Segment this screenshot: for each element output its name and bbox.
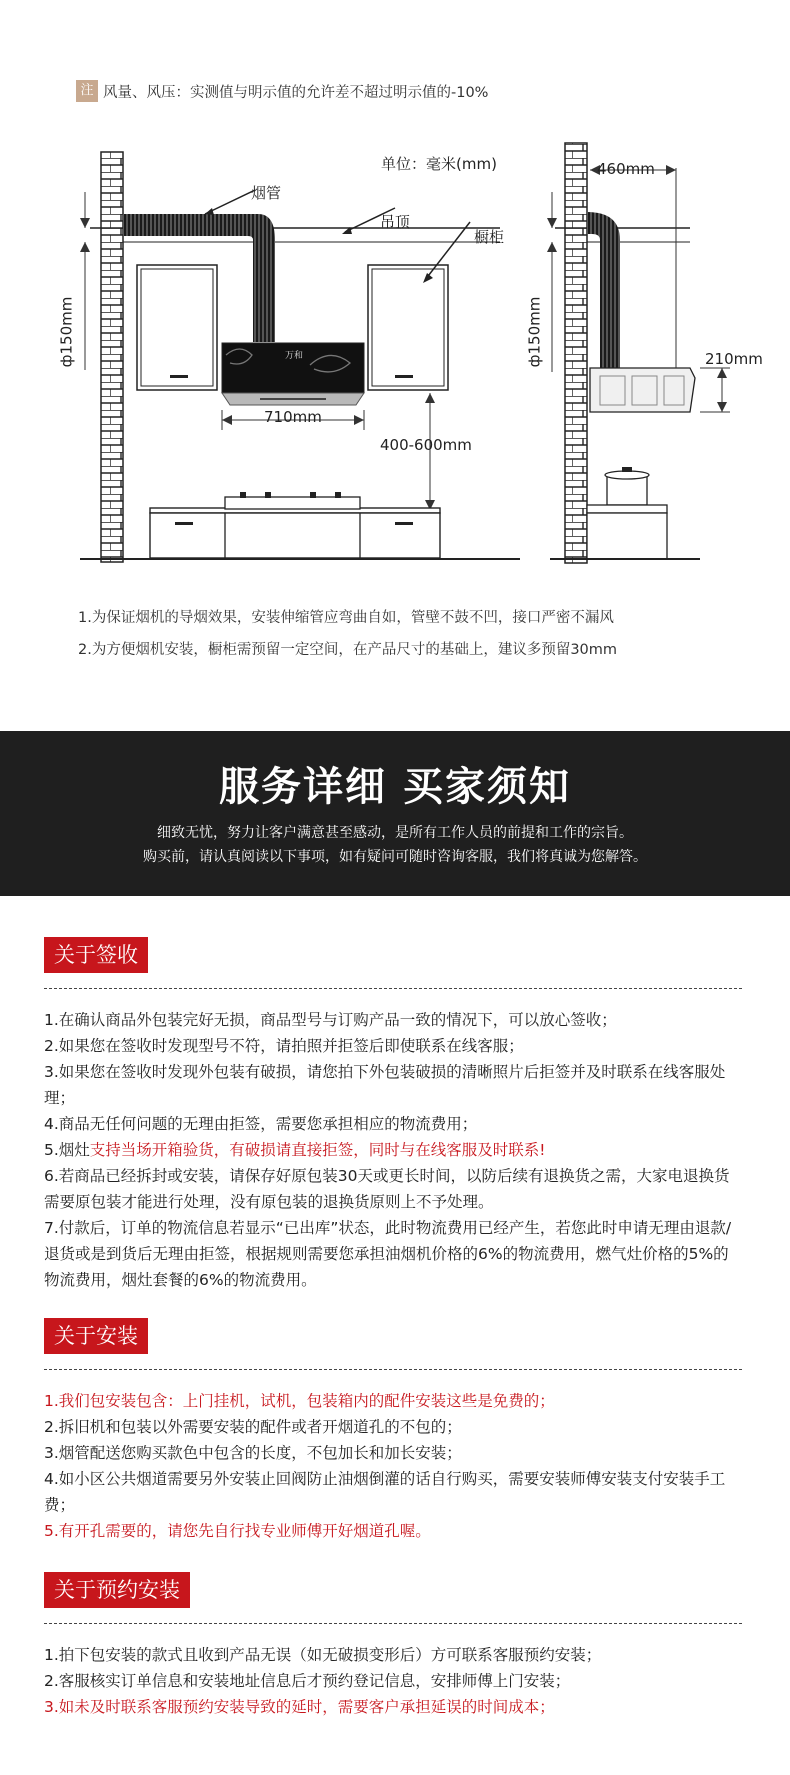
sign-section: [44, 937, 744, 1293]
sign-item-5-prefix: 5.烟灶: [44, 1141, 90, 1159]
appointment-item-2: 2.客服核实订单信息和安装地址信息后才预约登记信息，安排师傅上门安装；: [44, 1672, 571, 1690]
spec-note: [76, 78, 488, 104]
appointment-divider: [44, 1623, 742, 1624]
installation-tips: [78, 602, 617, 666]
appointment-list: [44, 1642, 744, 1720]
note-text: 风量、风压：实测值与明示值的允许差不超过明示值的-10%: [103, 84, 489, 101]
installation-diagram: [0, 130, 790, 570]
left-wall-cabinet: [137, 265, 217, 390]
sign-item-5: [44, 1137, 744, 1163]
install-section: [44, 1318, 744, 1544]
sign-list: [44, 1007, 744, 1293]
cabinet-label: 橱柜: [474, 228, 505, 246]
install-item-2: 2.拆旧机和包装以外需要安装的配件或者开烟道孔的不包的；: [44, 1418, 462, 1436]
install-item-4: 4.如小区公共烟道需要另外安装止回阀防止油烟倒灌的话自行购买，需要安装师傅安装支付安装手工费；: [44, 1470, 726, 1514]
depth-dim-label: 460mm: [597, 160, 655, 178]
install-heading: 关于安装: [44, 1318, 148, 1354]
install-item-5: 5.有开孔需要的，请您先自行找专业师傅开好烟道孔喔。: [44, 1522, 431, 1540]
width-dim-label: 710mm: [264, 408, 322, 426]
height-dim-label: 400-600mm: [380, 436, 472, 454]
sign-item-5-highlight: 支持当场开箱验货，有破损请直接拒签，同时与在线客服及时联系!: [89, 1141, 546, 1159]
pipe-label: 烟管: [251, 184, 282, 202]
sign-item-1: 1.在确认商品外包装完好无损，商品型号与订购产品一致的情况下，可以放心签收；: [44, 1011, 617, 1029]
appointment-item-3: 3.如未及时联系客服预约安装导致的延时，需要客户承担延误的时间成本；: [44, 1698, 555, 1716]
install-list: [44, 1388, 744, 1544]
install-item-1: 1.我们包安装包含：上门挂机，试机，包装箱内的配件安装这些是免费的；: [44, 1392, 555, 1410]
sign-heading: 关于签收: [44, 937, 148, 973]
service-banner: [0, 731, 790, 896]
unit-label: 单位：毫米(mm): [381, 155, 497, 173]
appointment-heading: 关于预约安装: [44, 1572, 190, 1608]
appointment-section: [44, 1572, 744, 1720]
note-badge: 注: [76, 80, 98, 102]
right-pipe-dim-label: ф150mm: [525, 296, 544, 368]
left-pipe-dim-label: ф150mm: [57, 296, 76, 368]
side-height-dim-label: 210mm: [705, 350, 763, 368]
brand-mark: 万和: [285, 351, 304, 361]
appointment-item-1: 1.拍下包安装的款式且收到产品无误（如无破损变形后）方可联系客服预约安装；: [44, 1646, 602, 1664]
installation-drawing: [0, 130, 790, 570]
banner-title: 服务详细 买家须知: [219, 764, 571, 810]
ceiling-label: 吊顶: [380, 213, 411, 231]
sign-item-3: 3.如果您在签收时发现外包装有破损，请您拍下外包装破损的清晰照片后拒签并及时联系在线客服处理；: [44, 1063, 726, 1107]
sign-item-7: 7.付款后，订单的物流信息若显示“已出库”状态，此时物流费用已经产生，若您此时申请无理由退款/退货或是到货后无理由拒签，根据规则需要您承担油烟机价格的6%的物流费用，燃气灶价格的5%的物流费用，烟灶套餐的6%的物流费用。: [44, 1219, 732, 1289]
sign-item-6: 6.若商品已经拆封或安装，请保存好原包装30天或更长时间，以防后续有退换货之需，大家电退换货需要原包装才能进行处理，没有原包装的退换货原则上不予处理。: [44, 1167, 730, 1211]
banner-subtitle: [0, 821, 790, 869]
install-divider: [44, 1369, 742, 1370]
left-brick-wall: [101, 152, 123, 562]
tip-1: 1.为保证烟机的导烟效果，安装伸缩管应弯曲自如，管壁不鼓不凹，接口严密不漏风: [78, 610, 614, 626]
sign-item-2: 2.如果您在签收时发现型号不符，请拍照并拒签后即使联系在线客服；: [44, 1037, 524, 1055]
right-wall-cabinet: [368, 265, 448, 390]
install-item-3: 3.烟管配送您购买款色中包含的长度，不包加长和加长安装；: [44, 1444, 462, 1462]
sign-divider: [44, 988, 742, 989]
tip-2: 2.为方便烟机安装，橱柜需预留一定空间，在产品尺寸的基础上，建议多预留30mm: [78, 642, 618, 658]
banner-sub-line-1: 细致无忧，努力让客户满意甚至感动，是所有工作人员的前提和工作的宗旨。: [157, 825, 633, 841]
banner-sub-line-2: 购买前，请认真阅读以下事项，如有疑问可随时咨询客服，我们将真诚为您解答。: [143, 849, 647, 865]
right-brick-wall: [565, 143, 587, 563]
sign-item-4: 4.商品无任何问题的无理由拒签，需要您承担相应的物流费用；: [44, 1115, 478, 1133]
